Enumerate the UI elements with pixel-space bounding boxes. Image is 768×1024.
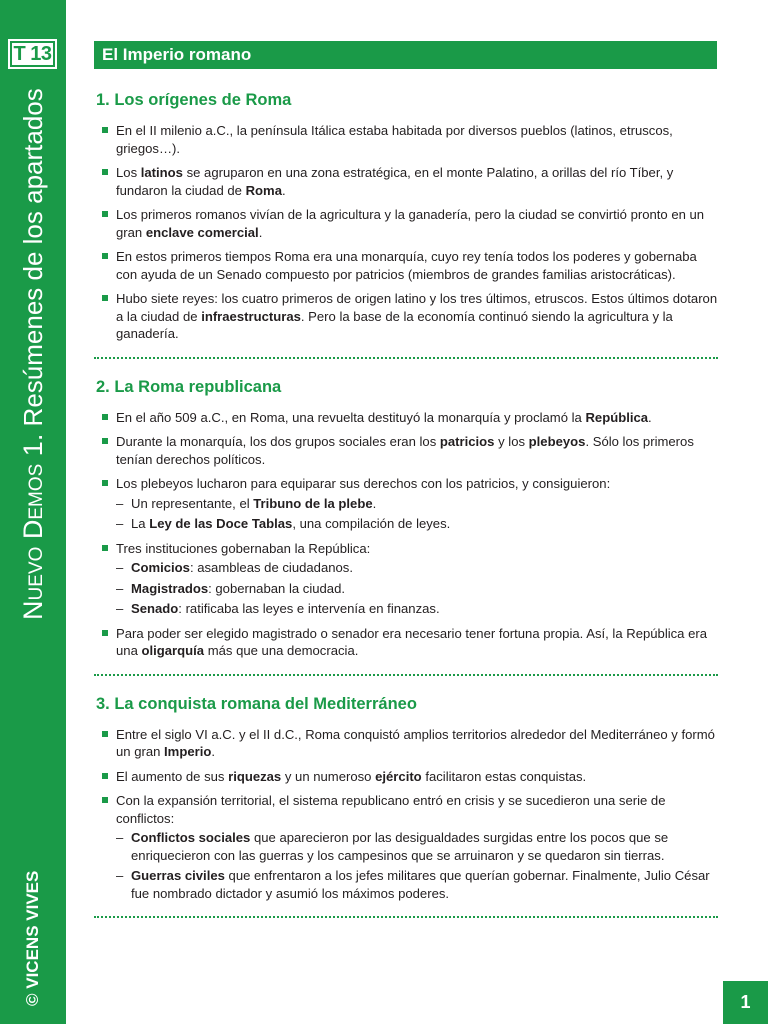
bold-term: riquezas bbox=[228, 768, 282, 784]
text-run: . bbox=[281, 182, 286, 198]
bold-term: República bbox=[585, 409, 649, 425]
section-heading: 3. La conquista romana del Mediterráneo bbox=[96, 694, 417, 713]
section-heading: 2. La Roma republicana bbox=[96, 377, 282, 396]
text-run: En el año 509 a.C., en Roma, una revuelta destituyó la monarquía y proclamó la bbox=[116, 409, 586, 425]
bold-term: oligarquía bbox=[141, 643, 205, 658]
list-item bbox=[94, 768, 718, 786]
vertical-book-title bbox=[16, 80, 50, 620]
bold-term: Senado bbox=[131, 601, 179, 616]
sub-list bbox=[116, 559, 718, 618]
bullet-list bbox=[94, 726, 718, 903]
list-item bbox=[94, 540, 718, 618]
bold-term: Guerras civiles bbox=[131, 868, 225, 883]
sidebar bbox=[0, 0, 66, 1024]
list-item bbox=[94, 433, 718, 468]
section-heading: 1. Los orígenes de Roma bbox=[96, 91, 292, 109]
list-item bbox=[94, 625, 718, 660]
list-item bbox=[94, 726, 718, 761]
text-run: facilitaron estas conquistas. bbox=[421, 768, 587, 784]
text-run: Hubo siete reyes: los cuatro primeros de origen latino y los tres últimos, etruscos. Estos últimos dotaron a la ciudad de bbox=[116, 291, 718, 324]
list-item bbox=[94, 206, 718, 241]
sub-list-item bbox=[116, 580, 718, 598]
text-run: . bbox=[258, 224, 263, 240]
text-run: La bbox=[131, 516, 150, 531]
bold-term: Roma bbox=[245, 182, 282, 198]
list-item bbox=[94, 290, 718, 343]
bold-term: enclave comercial bbox=[145, 224, 259, 240]
bold-term: Comicios bbox=[131, 560, 190, 575]
sub-list-item bbox=[116, 515, 718, 533]
bullet-list bbox=[94, 409, 718, 660]
bold-term: ejército bbox=[375, 768, 422, 784]
text-run: : gobernaban la ciudad. bbox=[208, 580, 345, 596]
bold-term: latinos bbox=[140, 165, 183, 180]
bullet-list bbox=[94, 122, 718, 343]
text-run: . Pero la base de la economía continuó siendo la agricultura y la ganadería. bbox=[116, 308, 673, 341]
list-item bbox=[94, 475, 718, 533]
bold-term: Tribuno de la plebe bbox=[253, 495, 373, 511]
list-item bbox=[94, 164, 718, 199]
text-run: , una compilación de leyes. bbox=[292, 516, 451, 531]
text-run: más que una democracia. bbox=[204, 643, 359, 658]
text-run: Durante la monarquía, los dos grupos sociales eran los bbox=[116, 434, 440, 449]
sub-list-item bbox=[116, 559, 718, 577]
sub-list-item bbox=[116, 829, 718, 864]
sub-list-item bbox=[116, 495, 718, 513]
section bbox=[94, 692, 718, 919]
page-header bbox=[94, 41, 717, 69]
text-run: El aumento de sus bbox=[116, 768, 229, 784]
text-run: Con la expansión territorial, el sistema republicano entró en crisis y se sucedieron una serie de conflictos: bbox=[116, 793, 666, 826]
topic-badge: T 13 bbox=[10, 41, 55, 67]
text-run: Tres instituciones gobernaban la República: bbox=[116, 540, 371, 556]
section bbox=[94, 88, 718, 359]
main-content bbox=[94, 88, 718, 934]
text-run: En estos primeros tiempos Roma era una monarquía, cuyo rey tenía todos los poderes y gobernaba con ayuda de un Senado compuesto por patricios (miembros de grandes familias aristocráticas). bbox=[116, 249, 697, 282]
sub-list bbox=[116, 829, 718, 902]
bold-term: Conflictos sociales bbox=[131, 830, 251, 845]
text-run: se agruparon en una zona estratégica, en el monte Palatino, a orillas del río Tíber, y fundaron la ciudad de bbox=[116, 165, 674, 198]
list-item bbox=[94, 248, 718, 283]
bold-term: plebeyos bbox=[528, 434, 586, 449]
book-subtitle: Resúmenes de los apartados bbox=[18, 88, 48, 434]
publisher-brand: © VICENS VIVES bbox=[23, 870, 42, 1006]
book-name: Nuevo Demos 1. bbox=[18, 433, 48, 620]
text-run: En el II milenio a.C., la península Itálica estaba habitada por diversos pueblos (latinos, etruscos, griegos…). bbox=[116, 123, 673, 156]
list-item bbox=[94, 409, 718, 427]
sub-list-item bbox=[116, 867, 718, 902]
text-run: Para poder ser elegido magistrado o senador era necesario tener fortuna propia. Así, la República era una bbox=[116, 625, 708, 658]
text-run: y un numeroso bbox=[281, 768, 376, 784]
text-run: que aparecieron por las desigualdades surgidas entre los pocos que se enriquecieron con las guerras y los campesinos que se arruinaron y se quedaron sin tierras. bbox=[131, 830, 669, 863]
bold-term: Ley de las Doce Tablas bbox=[149, 516, 293, 531]
section-divider bbox=[94, 674, 718, 676]
sub-list-item bbox=[116, 600, 718, 618]
text-run: . bbox=[648, 409, 652, 425]
text-run: . Sólo los primeros tenían derechos políticos. bbox=[116, 434, 694, 467]
text-run: . bbox=[372, 495, 377, 511]
text-run: Los bbox=[116, 165, 141, 180]
text-run: Los primeros romanos vivían de la agricultura y la ganadería, pero la ciudad se convirtió pronto en un gran bbox=[116, 207, 705, 240]
page-title: El Imperio romano bbox=[102, 45, 252, 64]
text-run: : asambleas de ciudadanos. bbox=[189, 560, 353, 575]
text-run: : ratificaba las leyes e intervenía en finanzas. bbox=[178, 601, 440, 616]
page-number: 1 bbox=[723, 981, 768, 1024]
bold-term: infraestructuras bbox=[201, 308, 301, 324]
text-run: Entre el siglo VI a.C. y el II d.C., Roma conquistó amplios territorios alrededor del Mediterráneo y formó un gran bbox=[116, 726, 715, 759]
text-run: que enfrentaron a los jefes militares que querían gobernar. Finalmente, Julio César fue nombrado dictador y asumió los máximos poderes. bbox=[131, 868, 710, 901]
text-run: Los plebeyos lucharon para equiparar sus derechos con los patricios, y consiguieron: bbox=[116, 476, 611, 491]
list-item bbox=[94, 792, 718, 902]
bold-term: patricios bbox=[439, 434, 495, 449]
sub-list bbox=[116, 495, 718, 533]
section bbox=[94, 375, 718, 676]
bold-term: Magistrados bbox=[131, 580, 209, 596]
section-divider bbox=[94, 357, 718, 359]
section-divider bbox=[94, 916, 718, 918]
text-run: Un representante, el bbox=[131, 495, 254, 511]
bold-term: Imperio bbox=[164, 744, 212, 759]
text-run: y los bbox=[494, 434, 529, 449]
text-run: . bbox=[211, 744, 215, 759]
list-item bbox=[94, 122, 718, 157]
